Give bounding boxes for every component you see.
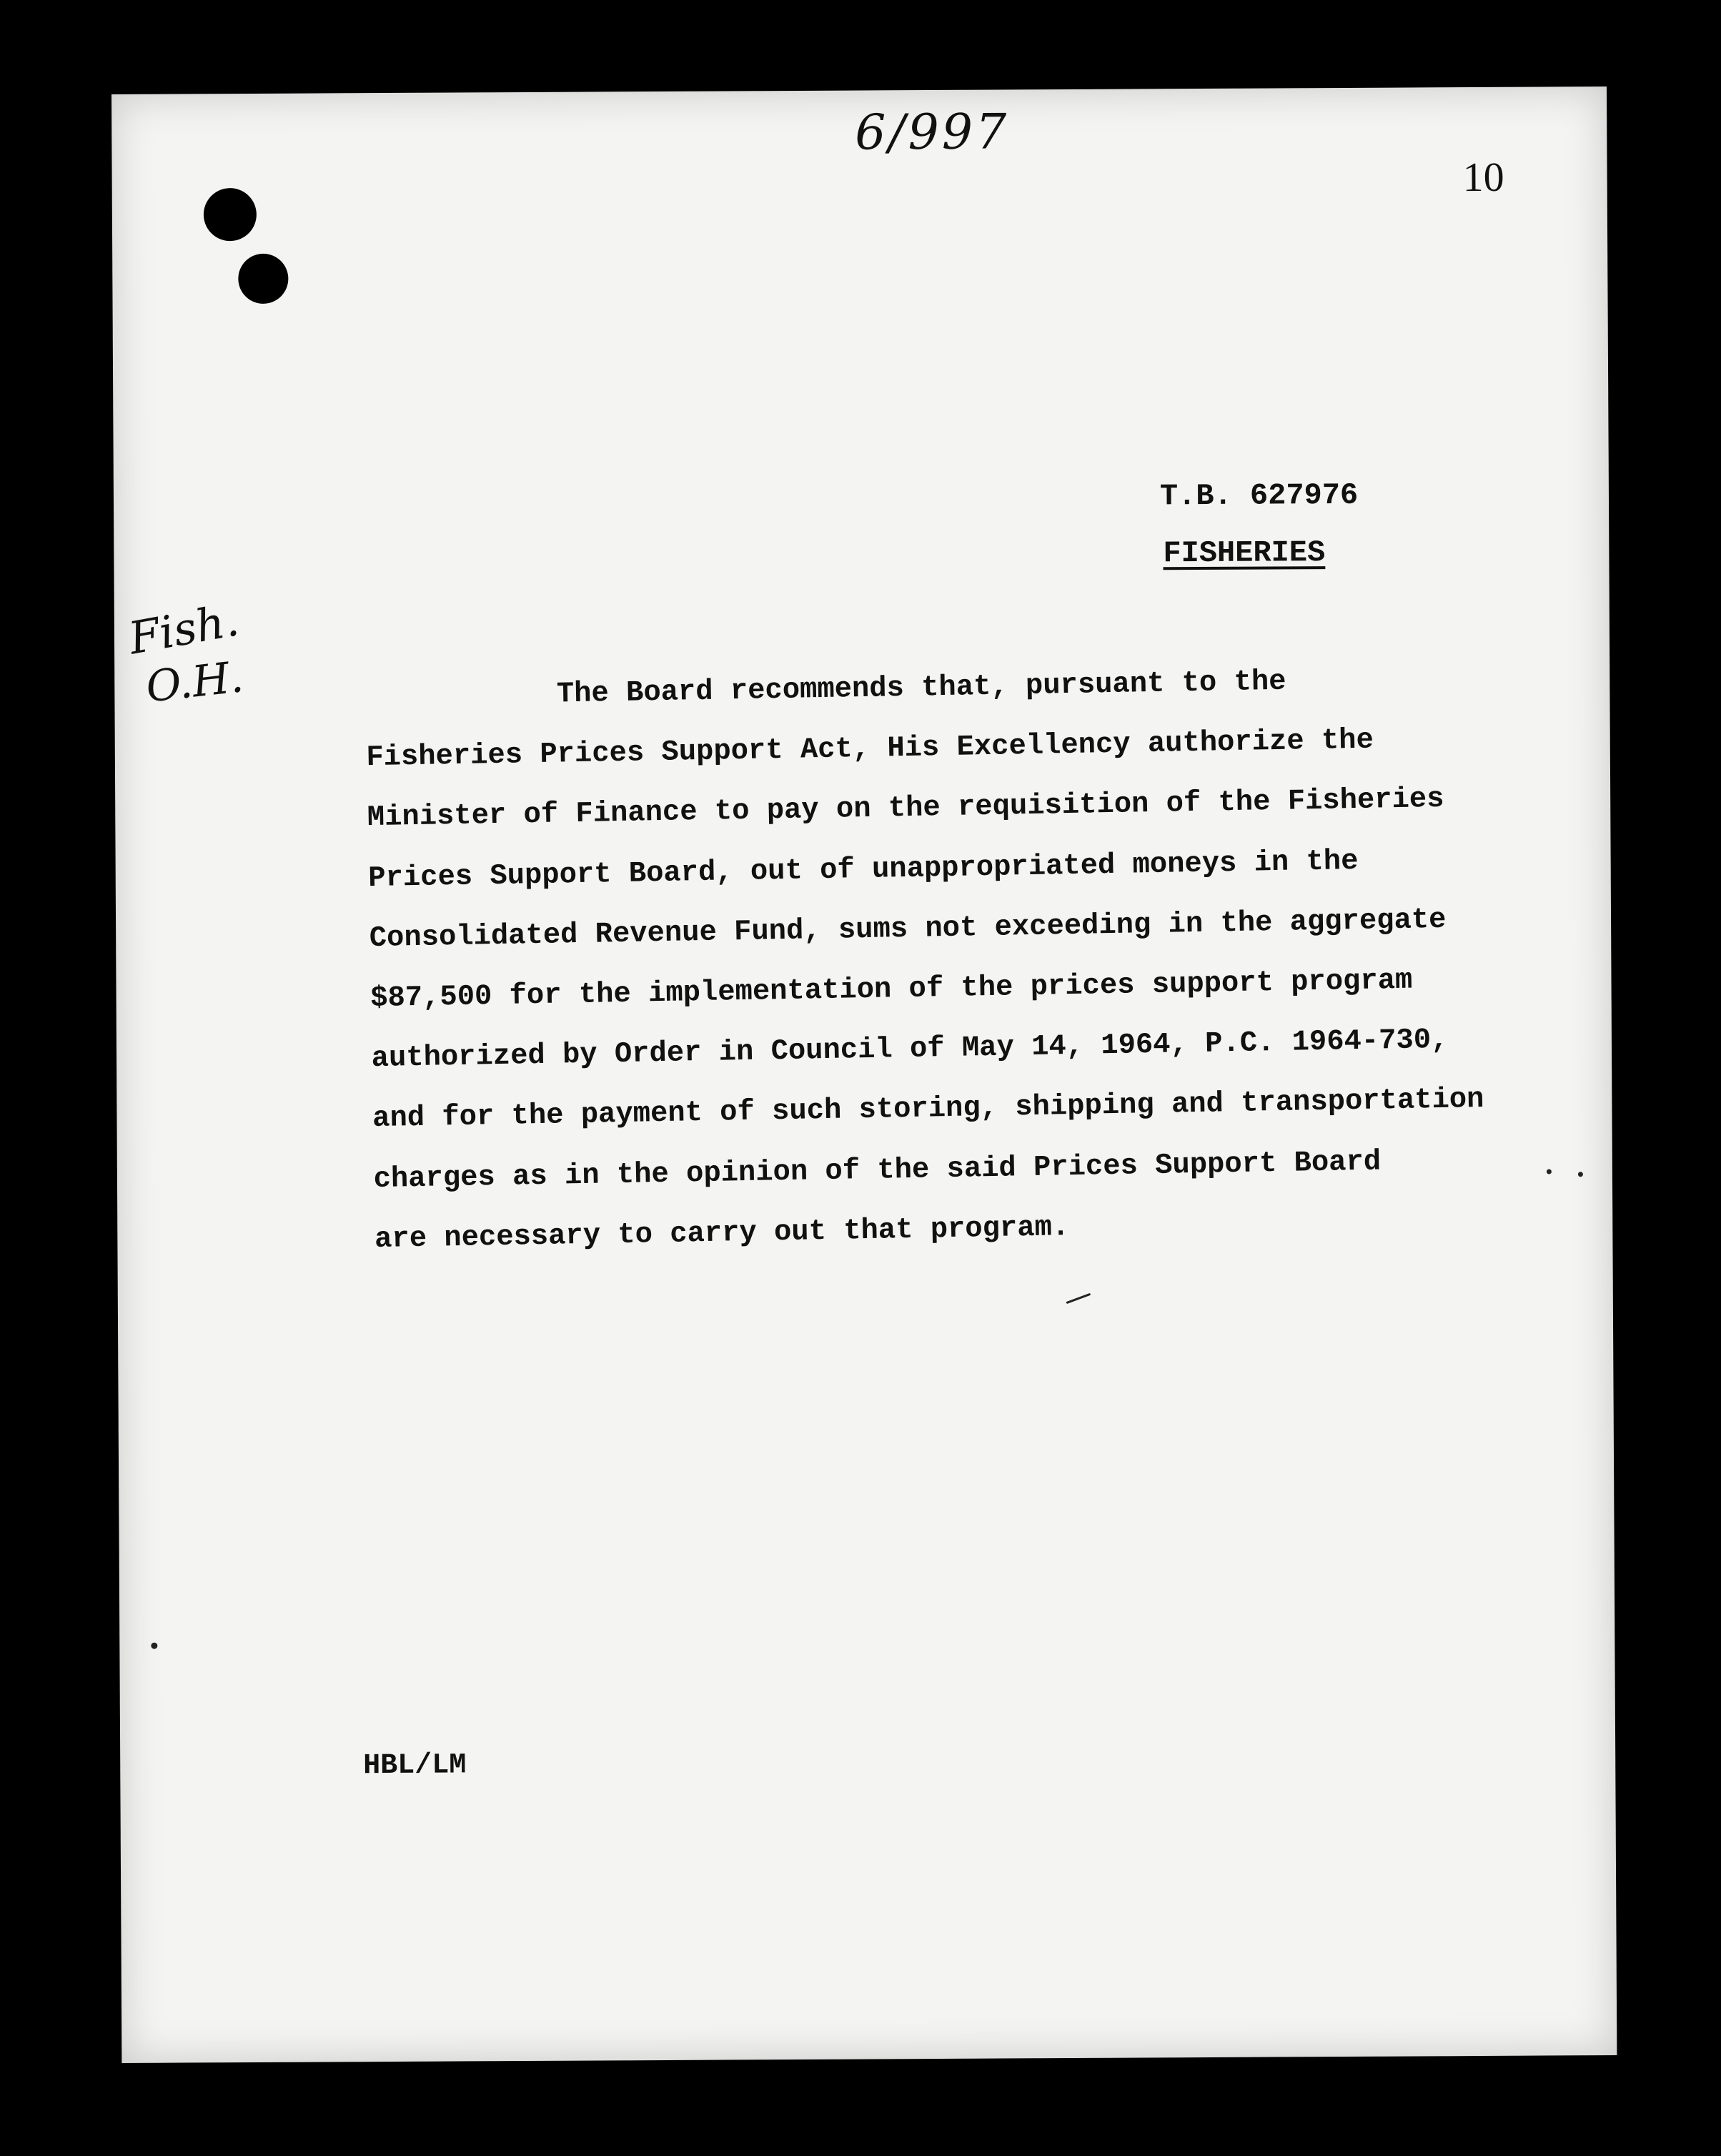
document-page (111, 86, 1617, 2063)
scan-speck (1547, 1169, 1552, 1174)
punch-hole (204, 188, 257, 241)
paragraph-line: Minister of Finance to pay on the requisition of the Fisheries (367, 783, 1444, 835)
handwritten-file-number: 6/997 (855, 104, 1010, 162)
page-number: 10 (1462, 153, 1504, 201)
paragraph-line: $87,500 for the implementation of the prices support program (370, 964, 1413, 1016)
paragraph-line: charges as in the opinion of the said Prices Support Board (373, 1144, 1382, 1196)
treasury-board-reference: T.B. 627976 (1159, 478, 1359, 514)
paragraph-line: The Board recommends that, pursuant to the (556, 665, 1286, 711)
scan-speck (1578, 1172, 1583, 1177)
handwritten-margin-note: Fish. (124, 593, 243, 665)
scan-speck (1066, 1293, 1091, 1304)
scan-speck (151, 1643, 157, 1649)
paragraph-line: are necessary to carry out that program. (374, 1210, 1070, 1256)
paragraph-line: authorized by Order in Council of May 14, 1964, P.C. 1964-730, (371, 1023, 1449, 1076)
reference-initials: HBL/LM (363, 1749, 467, 1783)
paragraph-line: Fisheries Prices Support Act, His Excellency authorize the (366, 723, 1374, 775)
paragraph-line: and for the payment of such storing, shipping and transportation (372, 1083, 1484, 1136)
paragraph-line: Prices Support Board, out of unappropriated moneys in the (367, 844, 1359, 895)
department-heading: FISHERIES (1163, 535, 1326, 571)
handwritten-margin-note: O.H. (143, 652, 246, 713)
recommendation-paragraph (364, 646, 1618, 1270)
paragraph-line: Consolidated Revenue Fund, sums not exceeding in the aggregate (369, 903, 1447, 955)
punch-hole (238, 254, 288, 304)
